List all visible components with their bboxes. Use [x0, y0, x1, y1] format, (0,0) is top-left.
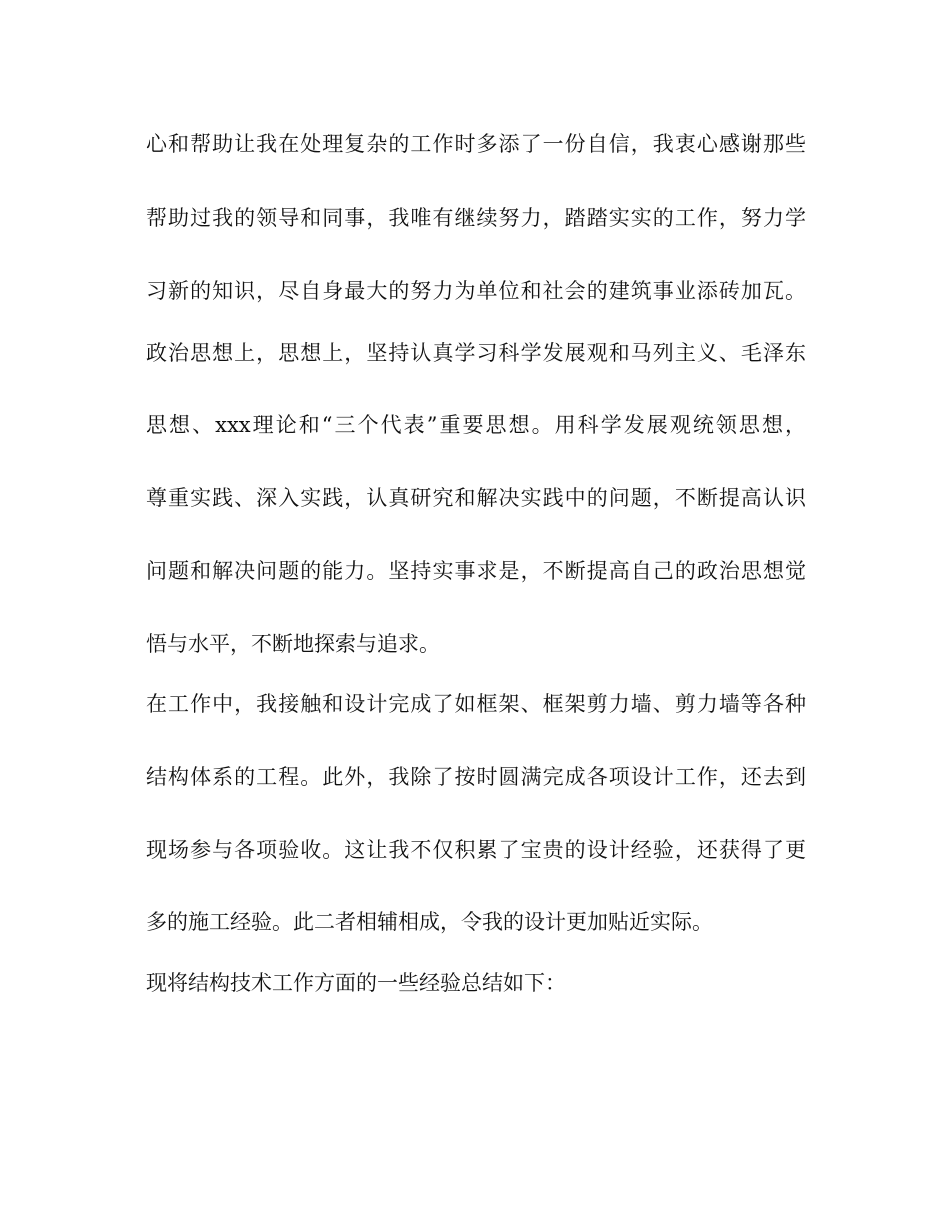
text-line: 问题和解决问题的能力。坚持实事求是，不断提高自己的政治思想觉: [146, 559, 806, 583]
text-line: 现场参与各项验收。这让我不仅积累了宝贵的设计经验，还获得了更: [146, 838, 806, 862]
text-line: 习新的知识，尽自身最大的努力为单位和社会的建筑事业添砖加瓦。: [146, 279, 806, 303]
text-line: 结构体系的工程。此外，我除了按时圆满完成各项设计工作，还去到: [146, 765, 806, 789]
text-line: 帮助过我的领导和同事，我唯有继续努力，踏踏实实的工作，努力学: [146, 206, 806, 230]
text-line: 思想、xxx理论和“三个代表”重要思想。用科学发展观统领思想，: [146, 413, 806, 437]
text-line: 心和帮助让我在处理复杂的工作时多添了一份自信，我衷心感谢那些: [146, 132, 806, 156]
text-line: 悟与水平，不断地探索与追求。: [146, 632, 440, 656]
text-line: 政治思想上，思想上，坚持认真学习科学发展观和马列主义、毛泽东: [146, 341, 806, 365]
text-line: 尊重实践、深入实践，认真研究和解决实践中的问题，不断提高认识: [146, 486, 806, 510]
text-line: 在工作中，我接触和设计完成了如框架、框架剪力墙、剪力墙等各种: [146, 692, 806, 716]
text-line: 多的施工经验。此二者相辅相成，令我的设计更加贴近实际。: [146, 910, 713, 934]
text-line: 现将结构技术工作方面的一些经验总结如下：: [146, 971, 566, 995]
